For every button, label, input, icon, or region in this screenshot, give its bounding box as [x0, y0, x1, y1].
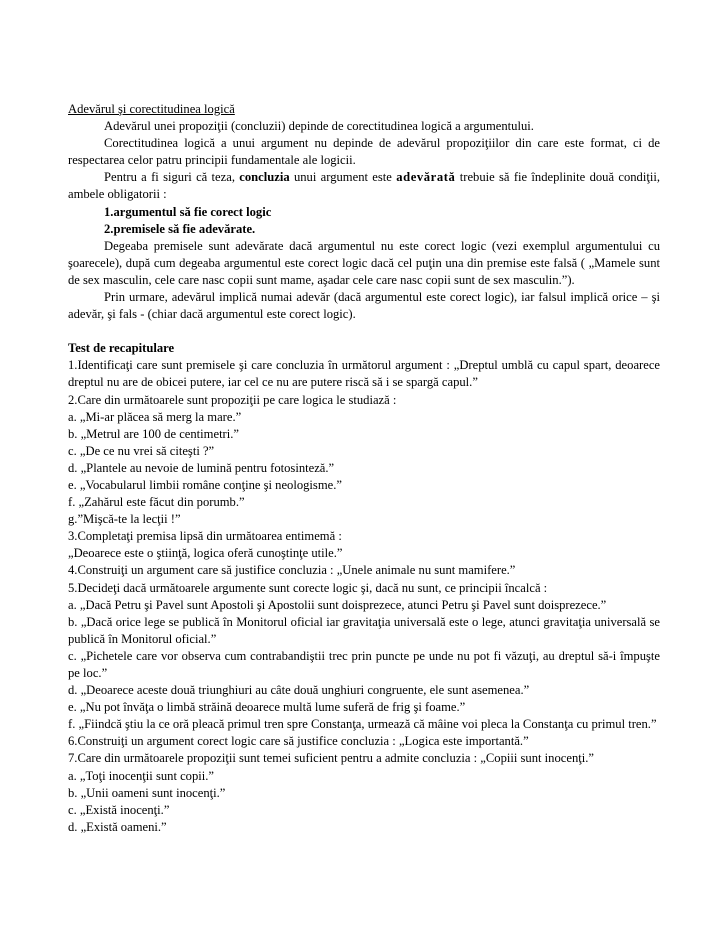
text-span: Pentru a fi siguri că teza, [104, 170, 240, 185]
condition-item: 2.premisele să fie adevărate. [104, 221, 256, 236]
spacer [68, 323, 660, 340]
paragraph: Adevărul unei propoziţii (concluzii) depinde de corectitudinea logică a argumentului. [104, 119, 534, 134]
paragraph: Degeaba premisele sunt adevărate dacă argumentul nu este corect logic (vezi exemplul argumentului cu şoarecele), după cum degeaba argumentul este corect logic dacă cel puţin una din premise este falsă ( „Mamele sunt de sex masculin, cele care nasc copii sunt mame, aşadar cele care nasc copii sunt de sex masculin.”). [68, 238, 660, 287]
test-line: f. „Fiindcă ştiu la ce oră pleacă primul tren spre Constanţa, urmează că mâine voi pleca la Constanţa cu primul tren.” [68, 717, 657, 732]
test-line: e. „Vocabularul limbii române conţine şi neologisme.” [68, 477, 342, 492]
test-line: d. „Deoarece aceste două triunghiuri au câte două unghiuri congruente, ele sunt asemenea.” [68, 683, 530, 698]
test-line: c. „De ce nu vrei să citeşti ?” [68, 443, 215, 458]
test-line: 6.Construiţi un argument corect logic care să justifice concluzia : „Logica este importantă.” [68, 734, 529, 749]
text-span: trebuie să fie îndeplinite două condiţii, ambele obligatorii : [68, 170, 660, 202]
paragraph [68, 169, 660, 203]
test-line: d. „Plantele au nevoie de lumină pentru fotosinteză.” [68, 460, 335, 475]
paragraph: Corectitudinea logică a unui argument nu depinde de adevărul propoziţiilor din care este format, ci de respectarea celor patru principii fundamentale ale logicii. [68, 136, 660, 168]
test-line: a. „Toţi inocenţii sunt copii.” [68, 768, 215, 783]
bold-term: concluzia [239, 170, 290, 185]
test-line: 5.Decideţi dacă următoarele argumente sunt corecte logic şi, dacă nu sunt, ce principii încalcă : [68, 580, 548, 595]
paragraph: Prin urmare, adevărul implică numai adevăr (dacă argumentul este corect logic), iar falsul implică orice – şi adevăr, şi fals - (chiar dacă argumentul este corect logic). [68, 290, 660, 322]
condition-item: 1.argumentul să fie corect logic [104, 204, 272, 219]
test-line: 3.Completaţi premisa lipsă din următoarea entimemă : [68, 529, 342, 544]
section-title: Test de recapitulare [68, 341, 175, 356]
section-title: Adevărul şi corectitudinea logică [68, 102, 235, 116]
test-line: a. „Mi-ar plăcea să merg la mare.” [68, 409, 242, 424]
test-line: b. „Unii oameni sunt inocenţi.” [68, 785, 226, 800]
test-line: b. „Metrul are 100 de centimetri.” [68, 426, 239, 441]
test-line: 7.Care din următoarele propoziţii sunt temei suficient pentru a admite concluzia : „Copiii sunt inocenţi.” [68, 751, 594, 766]
test-line: 4.Construiţi un argument care să justifice concluzia : „Unele animale nu sunt mamifere.” [68, 563, 516, 578]
test-line: b. „Dacă orice lege se publică în Monitorul oficial iar gravitaţia universală este o lege, atunci gravitaţia universală se publică în Monitorul oficial.” [68, 614, 660, 646]
test-line: d. „Există oameni.” [68, 819, 167, 834]
test-line: c. „Există inocenţi.” [68, 802, 170, 817]
test-line: e. „Nu pot învăţa o limbă străină deoarece multă lume suferă de frig şi foame.” [68, 700, 466, 715]
text-span: unui argument este [289, 170, 397, 185]
bold-term: adevărată [396, 170, 456, 185]
test-line: 1.Identificaţi care sunt premisele şi care concluzia în următorul argument : „Dreptul umblă cu capul spart, deoarece dreptul nu are de obicei putere, iar cel ce nu are putere riscă să i se spargă capul.” [68, 358, 660, 390]
test-line: 2.Care din următoarele sunt propoziţii pe care logica le studiază : [68, 392, 397, 407]
document-page [68, 101, 660, 836]
test-line: c. „Pichetele care vor observa cum contrabandiştii trec prin puncte pe unde nu pot fi văzuţi, au dreptul să-i împuşte pe loc.” [68, 648, 660, 680]
test-line: f. „Zahărul este făcut din porumb.” [68, 495, 245, 510]
test-list [68, 357, 660, 836]
test-line: g.”Mişcă-te la lecţii !” [68, 512, 181, 527]
test-line: „Deoarece este o ştiinţă, logica oferă cunoştinţe utile.” [68, 546, 343, 561]
test-line: a. „Dacă Petru şi Pavel sunt Apostoli şi Apostolii sunt doisprezece, atunci Petru şi Pavel sunt doisprezece.” [68, 597, 607, 612]
